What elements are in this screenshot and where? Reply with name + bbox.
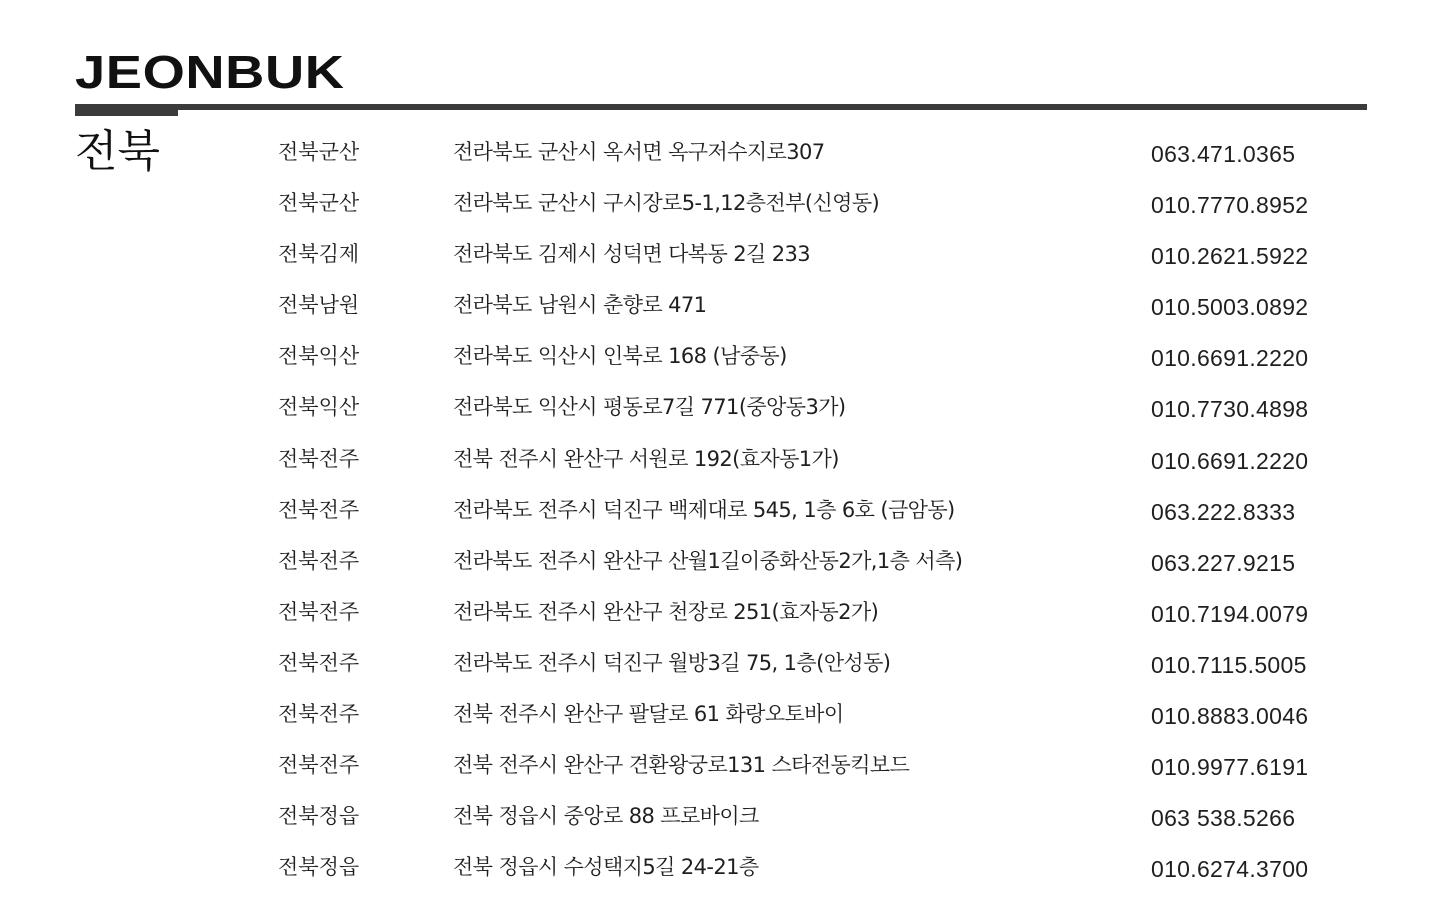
store-address: 전북 정읍시 중앙로 88 프로바이크 <box>453 804 759 829</box>
store-phone: 010.2621.5922 <box>1151 243 1309 270</box>
store-phone: 010.8883.0046 <box>1151 703 1309 730</box>
store-phone: 063.471.0365 <box>1151 141 1296 167</box>
store-phone: 010.7770.8952 <box>1151 192 1309 219</box>
store-area: 전북전주 <box>278 702 360 727</box>
store-area: 전북정읍 <box>278 804 360 829</box>
store-address: 전북 전주시 완산구 팔달로 61 화랑오토바이 <box>453 702 844 727</box>
store-area: 전북전주 <box>278 446 360 471</box>
store-address: 전북 전주시 완산구 서원로 192(효자동1가) <box>453 446 839 471</box>
store-phone: 010.6274.3700 <box>1151 856 1309 883</box>
store-phone: 063 538.5266 <box>1151 805 1296 832</box>
store-phone: 010.6691.2220 <box>1151 345 1309 372</box>
store-phone: 010.7194.0079 <box>1151 600 1309 627</box>
store-row <box>0 592 1441 643</box>
store-row <box>0 490 1441 541</box>
store-address: 전라북도 익산시 평동로7길 771(중앙동3가) <box>453 395 846 420</box>
store-area: 전북전주 <box>278 548 360 573</box>
store-row <box>0 541 1441 592</box>
store-address: 전라북도 군산시 옥서면 옥구저수지로307 <box>453 140 825 164</box>
store-phone: 010.9977.6191 <box>1151 754 1309 781</box>
store-row <box>0 643 1441 694</box>
store-row <box>0 387 1441 438</box>
heading-divider-accent <box>75 108 178 116</box>
store-phone: 010.5003.0892 <box>1151 294 1309 321</box>
store-phone: 063.227.9215 <box>1151 549 1296 576</box>
store-address: 전북 정읍시 수성택지5길 24-21층 <box>453 855 759 880</box>
store-row <box>0 796 1441 847</box>
store-phone: 010.7115.5005 <box>1151 651 1307 678</box>
store-row <box>0 183 1441 234</box>
region-heading: JEONBUK <box>75 46 345 98</box>
store-address: 전라북도 전주시 덕진구 월방3길 75, 1층(안성동) <box>453 650 891 675</box>
store-area: 전북군산 <box>278 191 360 216</box>
store-row <box>0 745 1441 796</box>
store-area: 전북익산 <box>278 344 360 369</box>
store-row <box>0 694 1441 745</box>
store-address: 전라북도 남원시 춘향로 471 <box>453 293 707 318</box>
store-address: 전라북도 익산시 인북로 168 (남중동) <box>453 344 787 369</box>
store-area: 전북남원 <box>278 293 360 318</box>
heading-divider <box>75 104 1367 110</box>
store-row <box>0 234 1441 285</box>
store-phone: 063.222.8333 <box>1151 498 1296 525</box>
store-area: 전북군산 <box>278 140 360 164</box>
store-phone: 010.6691.2220 <box>1151 447 1309 474</box>
store-area: 전북전주 <box>278 497 360 522</box>
store-address: 전라북도 전주시 완산구 천장로 251(효자동2가) <box>453 599 879 624</box>
store-address: 전북 전주시 완산구 견환왕궁로131 스타전동킥보드 <box>453 753 910 778</box>
store-address: 전라북도 김제시 성덕면 다복동 2길 233 <box>453 242 811 267</box>
region-subheading: 전북 <box>75 126 161 177</box>
store-row <box>0 132 1441 183</box>
store-address: 전라북도 전주시 덕진구 백제대로 545, 1층 6호 (금암동) <box>453 497 955 522</box>
store-row <box>0 439 1441 490</box>
store-area: 전북전주 <box>278 599 360 624</box>
store-address: 전라북도 군산시 구시장로5-1,12층전부(신영동) <box>453 191 880 216</box>
store-area: 전북정읍 <box>278 855 360 880</box>
store-row <box>0 847 1441 898</box>
store-phone: 010.7730.4898 <box>1151 396 1309 423</box>
store-list <box>0 132 1441 898</box>
store-area: 전북전주 <box>278 650 360 675</box>
store-row <box>0 336 1441 387</box>
store-area: 전북김제 <box>278 242 360 267</box>
store-area: 전북익산 <box>278 395 360 420</box>
store-row <box>0 285 1441 336</box>
store-address: 전라북도 전주시 완산구 산월1길이중화산동2가,1층 서측) <box>453 548 963 573</box>
store-area: 전북전주 <box>278 753 360 778</box>
